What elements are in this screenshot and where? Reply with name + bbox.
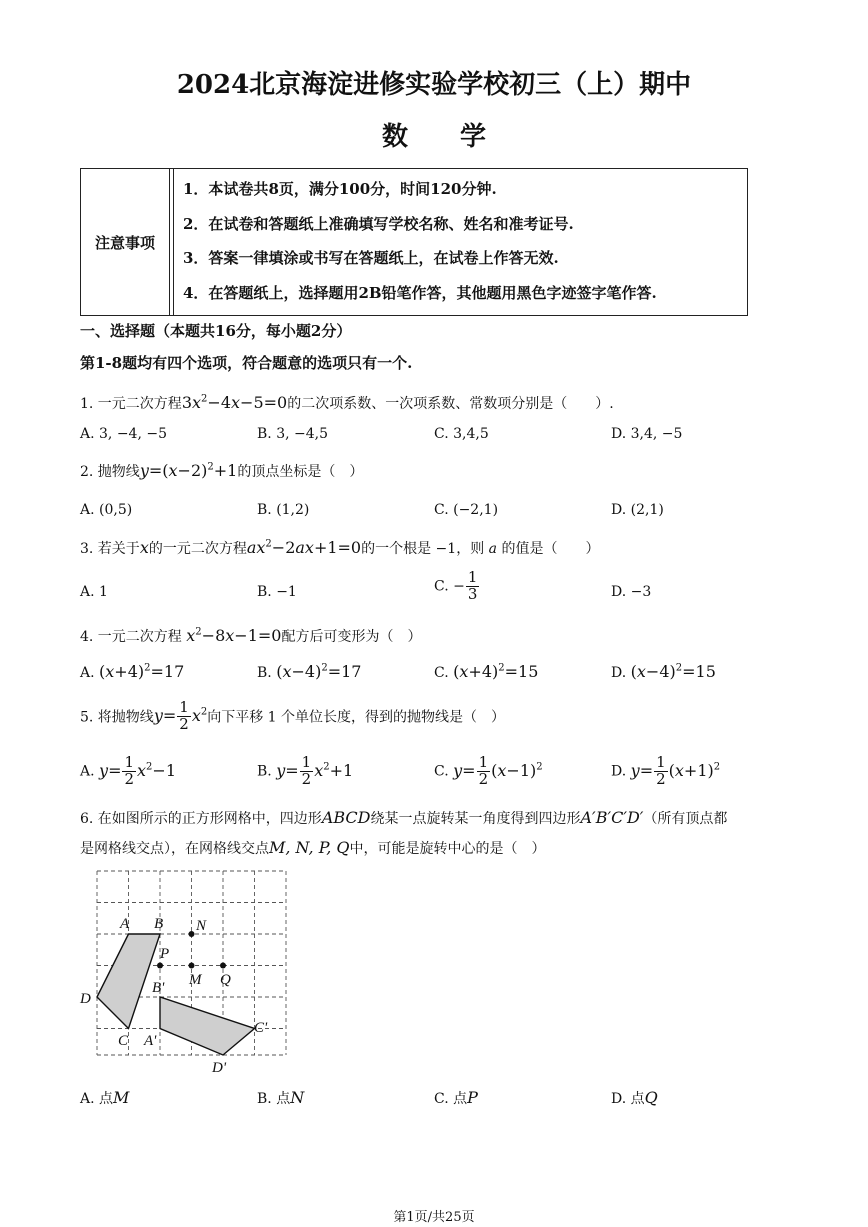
notice-list (183, 179, 657, 317)
page-title: 2024北京海淀进修实验学校初三（上）期中 (176, 70, 692, 100)
q3-var-a: a (484, 541, 502, 557)
label-a-prime: A' (144, 1033, 157, 1049)
subject-char-2: 学 (460, 122, 487, 152)
q3-option-c-label: C. (434, 578, 449, 595)
quadrilateral-abcd (97, 934, 160, 1029)
point-n (189, 931, 195, 937)
q1-option-a[interactable]: A. 3, −4, −5 (80, 426, 167, 442)
notice-divider (169, 169, 174, 315)
q1-stem-pre: 1. 一元二次方程 (80, 396, 182, 412)
q1-stem-post: 的二次项系数、一次项系数、常数项分别是（ ）. (287, 396, 614, 412)
notice-item: 4．在答题纸上，选择题用2B铅笔作答，其他题用黑色字迹签字笔作答. (183, 283, 657, 302)
section-instruction: 第1-8题均有四个选项，符合题意的选项只有一个. (80, 354, 413, 372)
point-m (189, 963, 195, 969)
question-6-line-2: 是网格线交点），在网格线交点M, N, P, Q中，可能是旋转中心的是（ ） (80, 838, 546, 857)
label-c: C (118, 1033, 129, 1049)
point-q (220, 963, 226, 969)
question-3 (80, 538, 599, 558)
label-b-prime: B' (152, 980, 165, 996)
q4-stem-post: 配方后可变形为（ ） (281, 629, 422, 645)
q4-option-b[interactable]: B. $(x-4)^2=17$ (257, 662, 362, 681)
label-a: A (120, 916, 130, 932)
q1-option-b[interactable]: B. 3, −4,5 (257, 426, 328, 442)
label-q: Q (220, 972, 231, 988)
quadrilateral-abcd-prime (160, 997, 255, 1055)
q2-stem-pre: 2. 抛物线 (80, 464, 140, 480)
q4-equation: $x^2-8x-1=0$ (186, 626, 282, 645)
label-p: P (160, 946, 170, 962)
q4-option-c[interactable]: C. $(x+4)^2=15$ (434, 662, 539, 681)
q2-option-d[interactable]: D. (2,1) (611, 502, 664, 518)
label-d-prime: D' (212, 1060, 227, 1076)
q6-points: M, N, P, Q (269, 838, 350, 857)
q2-option-b[interactable]: B. (1,2) (257, 502, 310, 518)
question-2 (80, 461, 363, 481)
q2-option-a[interactable]: A. (0,5) (80, 502, 133, 518)
q5-option-b[interactable]: B. y= $\frac{1}{2}$ $x^2+1$ (257, 753, 354, 788)
label-b: B (154, 916, 164, 932)
q1-equation: $3x^2-4x-5=0$ (181, 393, 288, 412)
q6-option-c[interactable]: C. 点P (434, 1088, 478, 1107)
q1-option-c[interactable]: C. 3,4,5 (434, 426, 489, 442)
subject-title (0, 116, 868, 153)
q2-option-c[interactable]: C. (−2,1) (434, 502, 499, 518)
q6-option-b[interactable]: B. 点N (257, 1088, 305, 1107)
q5-option-c[interactable]: C. y= $\frac{1}{2}$ $(x-1)^2$ (434, 753, 543, 788)
q5-option-a[interactable]: A. y= $\frac{1}{2}$ $x^2-1$ (80, 753, 177, 788)
page-footer: 第1页/共25页 (393, 1210, 475, 1225)
q3-stem-end: 的值是（ ） (501, 541, 600, 557)
q5-equation: y= $\frac{1}{2}$ $x^2$ (153, 698, 208, 733)
notice-item: 1．本试卷共8页，满分100分，时间120分钟. (183, 180, 497, 198)
label-n: N (196, 918, 207, 934)
label-m: M (189, 972, 202, 988)
notice-item: 3．答案一律填涂或书写在答题纸上，在试卷上作答无效. (183, 249, 559, 267)
q2-stem-post: 的顶点坐标是（ ） (237, 464, 364, 480)
q5-stem-pre: 5. 将抛物线 (80, 709, 154, 726)
section-title: 一、选择题（本题共16分，每小题2分） (80, 322, 352, 340)
q4-stem-pre: 4. 一元二次方程 (80, 629, 182, 645)
q3-option-a[interactable]: A. 1 (80, 584, 108, 600)
label-c-prime: C' (254, 1020, 268, 1036)
q5-option-d[interactable]: D. y= $\frac{1}{2}$ $(x+1)^2$ (611, 753, 721, 788)
q4-option-a[interactable]: A. $(x+4)^2=17$ (80, 662, 185, 681)
q3-option-c[interactable]: C. − $\frac{1}{3}$ (434, 568, 478, 603)
q3-stem-pre: 3. 若关于 (80, 541, 140, 557)
q3-equation: $ax^2-2ax+1=0$ (246, 538, 362, 557)
q6-shape-abcd-prime: A′B′C′D′ (580, 808, 644, 827)
notice-item: 2．在试卷和答题纸上准确填写学校名称、姓名和准考证号. (183, 214, 574, 233)
notice-heading: 注意事项 (81, 169, 170, 315)
q6-option-d[interactable]: D. 点Q (611, 1088, 658, 1107)
question-1 (80, 393, 614, 413)
q1-option-d[interactable]: D. 3,4, −5 (611, 426, 683, 442)
subject-char-1: 数 (381, 122, 408, 152)
q3-option-d[interactable]: D. −3 (611, 584, 652, 600)
q4-option-d[interactable]: D. $(x-4)^2=15$ (611, 662, 716, 681)
q3-stem-post: 的一个根是 −1，则 (361, 541, 485, 557)
point-p (157, 963, 163, 969)
notice-box (80, 168, 748, 316)
q6-option-a[interactable]: A. 点M (80, 1088, 130, 1107)
label-d: D (80, 991, 91, 1007)
q3-stem-mid: 的一元二次方程 (148, 541, 247, 557)
q5-stem-post: 向下平移 1 个单位长度，得到的抛物线是（ ） (207, 709, 506, 726)
q3-var-x: x (139, 538, 149, 557)
q2-equation: $y=(x-2)^2+1$ (139, 461, 238, 480)
q6-shape-abcd: ABCD (321, 808, 371, 827)
question-5 (80, 700, 505, 733)
q6-grid-figure (72, 862, 302, 1077)
q3-option-b[interactable]: B. −1 (257, 584, 297, 600)
question-4 (80, 626, 421, 646)
question-6-line-1: 6. 在如图所示的正方形网格中，四边形ABCD绕某一点旋转某一角度得到四边形A′B′C′D′（所有顶点都 (80, 808, 728, 827)
